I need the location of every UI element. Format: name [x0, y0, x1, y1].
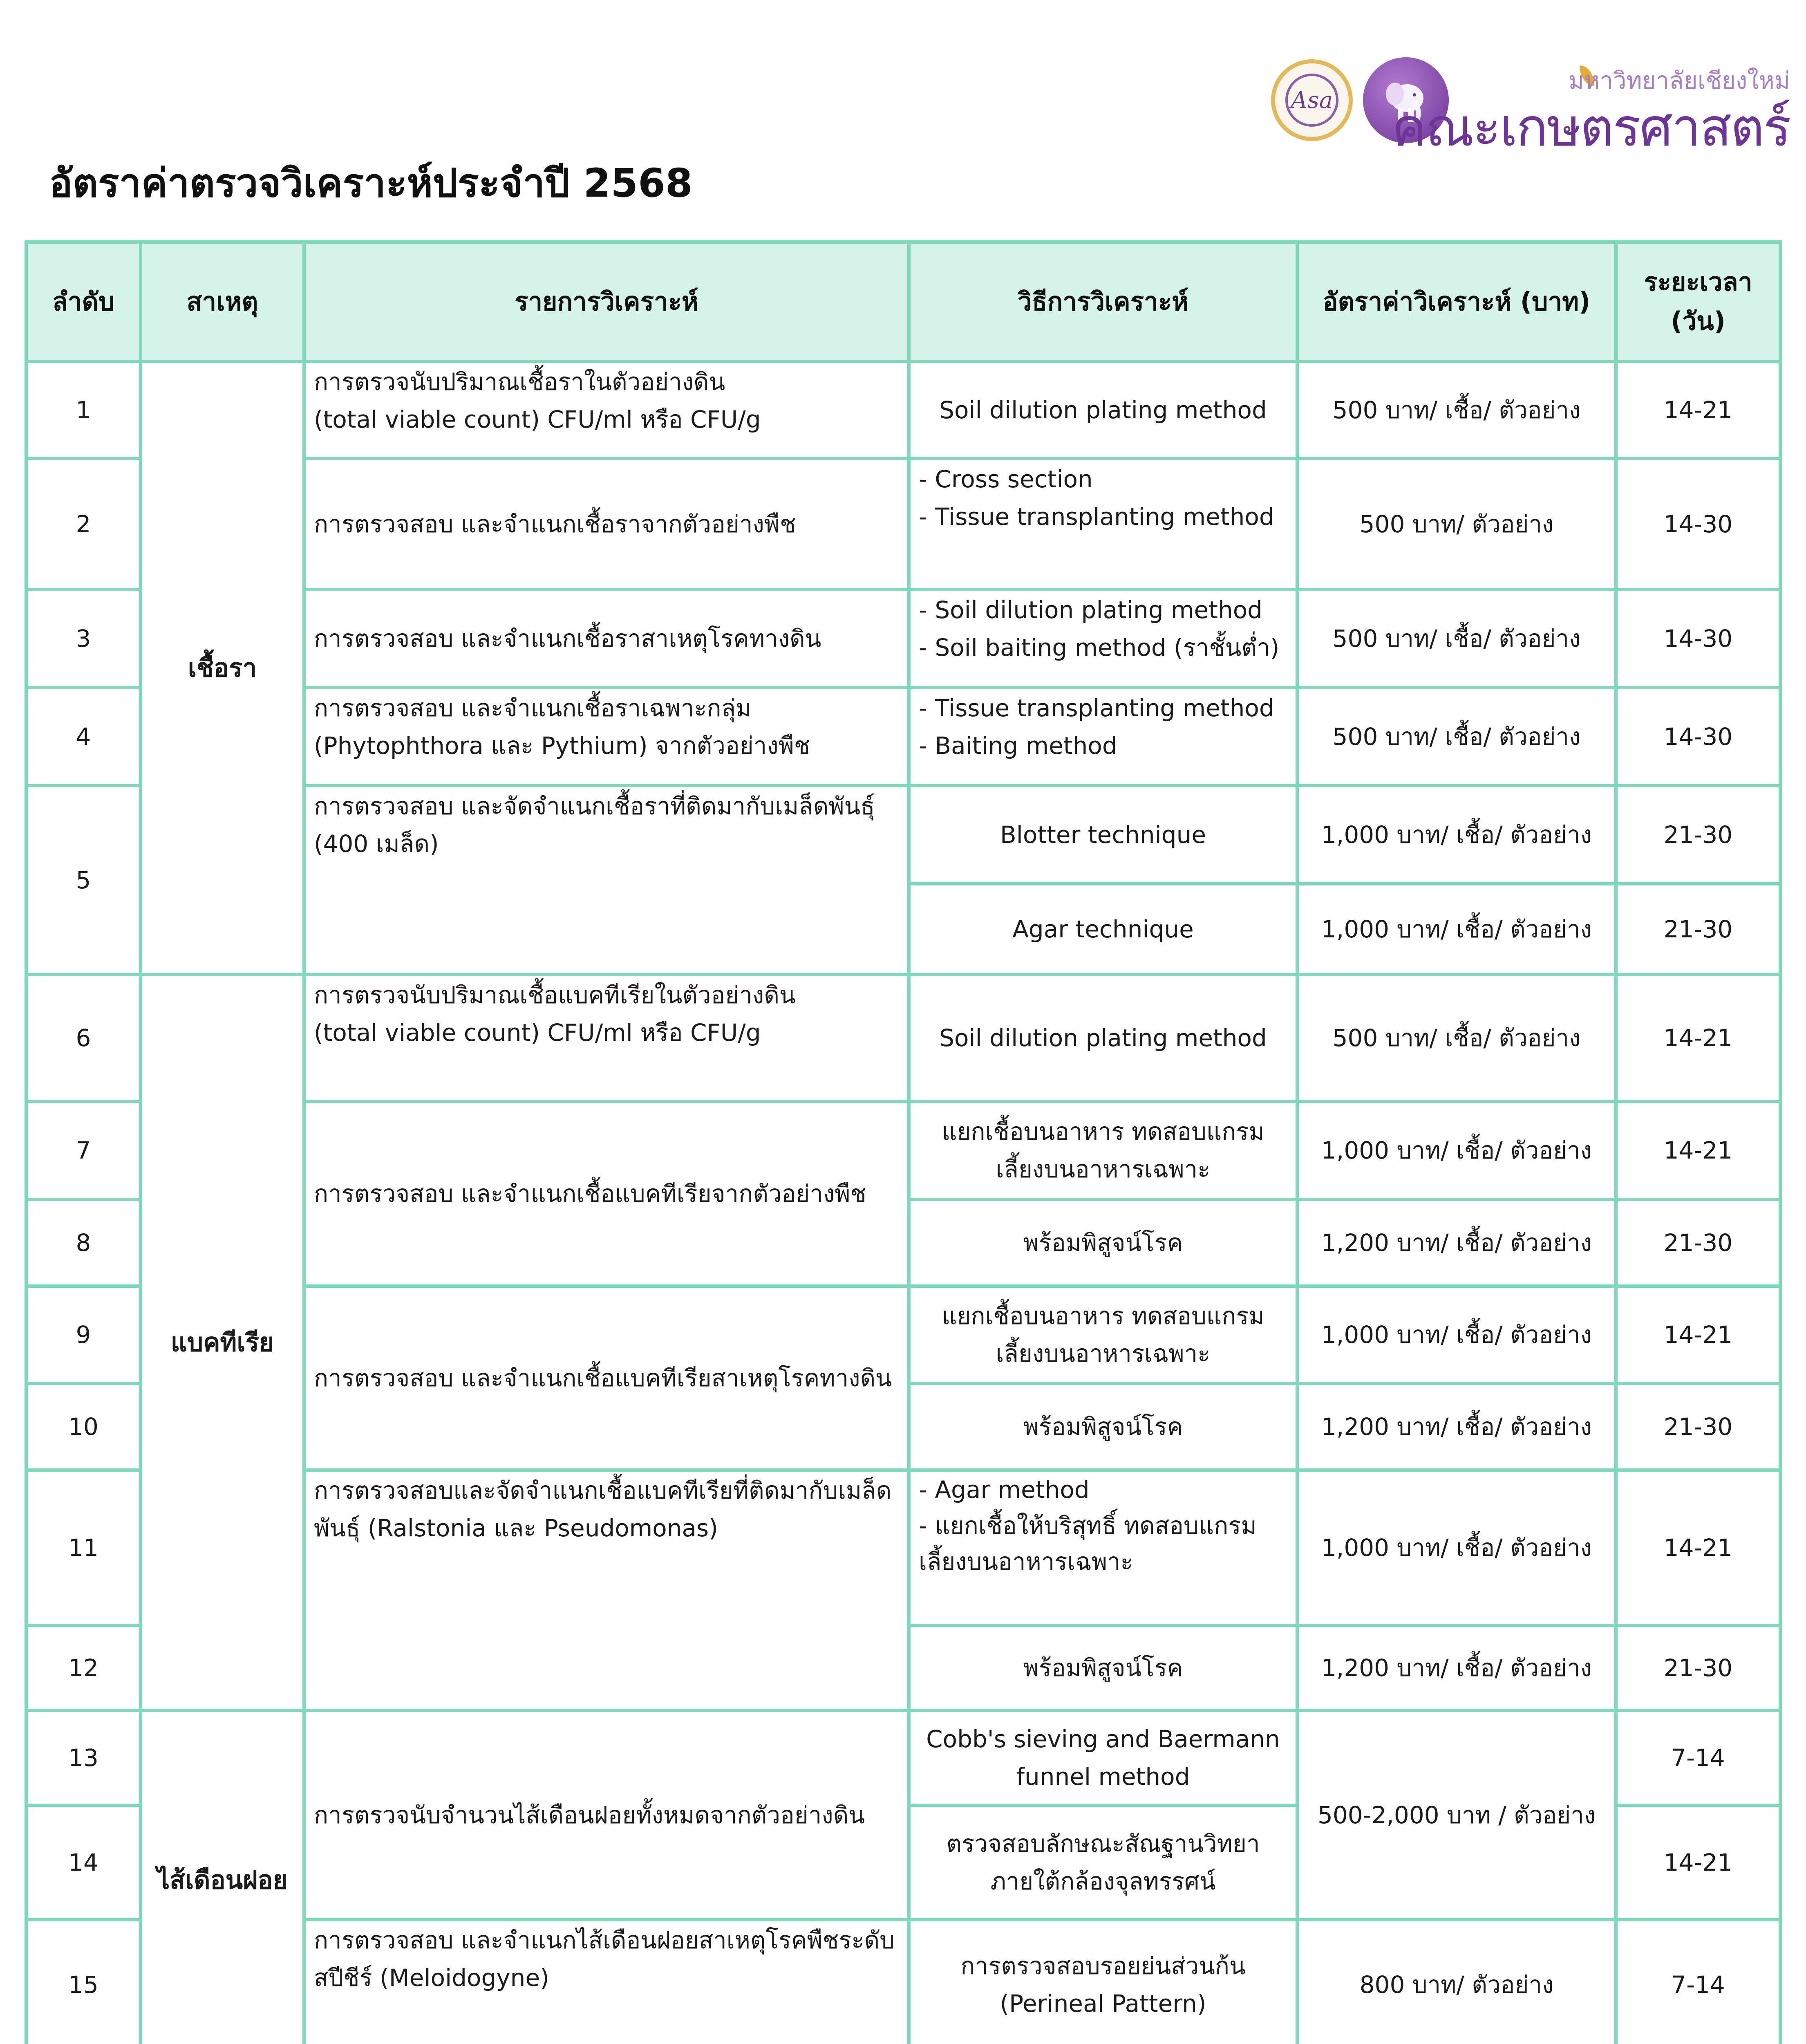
row-days: 14-21 [1614, 360, 1782, 460]
row-rate: 1,000 บาท/ เชื้อ/ ตัวอย่าง [1296, 1100, 1618, 1201]
row-method-line: - Cross section [919, 465, 1093, 493]
row-item [302, 1918, 911, 2044]
row-method [907, 1284, 1299, 1385]
row-item-line: (Phytophthora และ Pythium) จากตัวอย่างพืช [314, 732, 810, 760]
row-no: 6 [25, 973, 142, 1103]
row-rate: 1,200 บาท/ เชื้อ/ ตัวอย่าง [1296, 1624, 1618, 1712]
row-days: 14-21 [1614, 1284, 1782, 1385]
row-item: การตรวจสอบ และจำแนกเชื้อแบคทีเรียจากตัวอย่างพืช [302, 1100, 911, 1288]
row-item-line: การตรวจสอบและจัดจำแนกเชื้อแบคทีเรียที่ติดมากับเมล็ด [314, 1477, 892, 1504]
row-method-line: - Tissue transplanting method [919, 694, 1274, 722]
row-method-line: - Baiting method [919, 732, 1117, 760]
row-method: พร้อมพิสูจน์โรค [907, 1382, 1299, 1472]
row-rate: 1,000 บาท/ เชื้อ/ ตัวอย่าง [1296, 1284, 1618, 1385]
header-duration [1614, 240, 1782, 363]
row-no: 7 [25, 1100, 142, 1201]
row-method [907, 588, 1299, 689]
row-method: Soil dilution plating method [907, 973, 1299, 1103]
cause-bacteria: แบคทีเรีย [139, 973, 306, 1712]
row-no: 8 [25, 1198, 142, 1288]
header-duration-line1: ระยะเวลา [1644, 267, 1752, 297]
row-rate: 500 บาท/ เชื้อ/ ตัวอย่าง [1296, 686, 1618, 787]
row-days: 21-30 [1614, 784, 1782, 885]
cause-nematode: ไส้เดือนฝอย [139, 1709, 306, 2044]
row-method-line: แยกเชื้อบนอาหาร ทดสอบแกรม [942, 1302, 1264, 1330]
row-method-line: Cobb's sieving and Baermann [926, 1725, 1280, 1753]
asa-logo [1271, 59, 1353, 141]
row-item-line: (total viable count) CFU/ml หรือ CFU/g [314, 1019, 761, 1047]
row-item [302, 686, 911, 787]
row-method-line: เลี้ยงบนอาหารเฉพาะ [996, 1155, 1211, 1183]
row-no: 9 [25, 1284, 142, 1385]
header-logos [1271, 53, 1790, 158]
row-method-line: เลี้ยงบนอาหารเฉพาะ [996, 1340, 1211, 1367]
row-no: 1 [25, 360, 142, 460]
row-days: 14-21 [1614, 1468, 1782, 1627]
row-rate: 1,000 บาท/ เชื้อ/ ตัวอย่าง [1296, 882, 1618, 976]
row-no: 3 [25, 588, 142, 689]
page-title: อัตราค่าตรวจวิเคราะห์ประจำปี 2568 [49, 160, 693, 206]
row-days: 21-30 [1614, 1382, 1782, 1472]
row-method: พร้อมพิสูจน์โรค [907, 1198, 1299, 1288]
header-rate: อัตราค่าวิเคราะห์ (บาท) [1296, 240, 1618, 363]
row-method: Agar technique [907, 882, 1299, 976]
row-no: 10 [25, 1382, 142, 1472]
row-method-line: - แยกเชื้อให้บริสุทธิ์ ทดสอบแกรม [919, 1512, 1257, 1540]
row-rate: 500 บาท/ เชื้อ/ ตัวอย่าง [1296, 360, 1618, 460]
row-method [907, 457, 1299, 591]
row-method [907, 1709, 1299, 1807]
row-rate: 1,000 บาท/ เชื้อ/ ตัวอย่าง [1296, 1468, 1618, 1627]
row-item [302, 1468, 911, 1712]
row-method [907, 1468, 1299, 1627]
row-days: 14-30 [1614, 457, 1782, 591]
row-item-line: การตรวจสอบ และจัดจำแนกเชื้อราที่ติดมากับเมล็ดพันธุ์ [314, 792, 875, 820]
row-rate: 800 บาท/ ตัวอย่าง [1296, 1918, 1618, 2044]
row-method: Blotter technique [907, 784, 1299, 885]
university-name: มหาวิทยาลัยเชียงใหม่ [1568, 67, 1790, 94]
row-method-line: ภายใต้กล้องจุลทรรศน์ [990, 1867, 1216, 1895]
row-method-line: (Perineal Pattern) [1000, 1990, 1206, 2017]
row-method [907, 1918, 1299, 2044]
row-method [907, 1804, 1299, 1921]
row-no: 2 [25, 457, 142, 591]
row-item: การตรวจนับจำนวนไส้เดือนฝอยทั้งหมดจากตัวอย่างดิน [302, 1709, 911, 1921]
row-rate: 500 บาท/ ตัวอย่าง [1296, 457, 1618, 591]
header-item: รายการวิเคราะห์ [302, 240, 911, 363]
row-item [302, 784, 911, 976]
row-rate: 500 บาท/ เชื้อ/ ตัวอย่าง [1296, 588, 1618, 689]
row-method-line: funnel method [1016, 1763, 1190, 1791]
row-no: 11 [25, 1468, 142, 1627]
faculty-wordmark [1392, 53, 1790, 158]
header-duration-line2: (วัน) [1671, 306, 1725, 336]
row-rate: 500 บาท/ เชื้อ/ ตัวอย่าง [1296, 973, 1618, 1103]
cause-fungi: เชื้อรา [139, 360, 306, 976]
row-method [907, 1100, 1299, 1201]
row-rate: 500-2,000 บาท / ตัวอย่าง [1296, 1709, 1618, 1921]
row-item-line: (total viable count) CFU/ml หรือ CFU/g [314, 406, 761, 433]
row-item-line: พันธุ์ (Ralstonia และ Pseudomonas) [314, 1514, 718, 1542]
row-days: 7-14 [1614, 1918, 1782, 2044]
asa-logo-text: Asa [1285, 74, 1338, 127]
header-method: วิธีการวิเคราะห์ [907, 240, 1299, 363]
row-rate: 1,200 บาท/ เชื้อ/ ตัวอย่าง [1296, 1382, 1618, 1472]
row-days: 14-21 [1614, 1804, 1782, 1921]
row-no: 13 [25, 1709, 142, 1807]
row-days: 14-30 [1614, 686, 1782, 787]
row-item-line: สปีชีร์ (Meloidogyne) [314, 1964, 549, 1992]
row-item-line: การตรวจนับปริมาณเชื้อราในตัวอย่างดิน [314, 368, 725, 396]
row-method: Soil dilution plating method [907, 360, 1299, 460]
row-days: 14-21 [1614, 1100, 1782, 1201]
row-item-line: การตรวจสอบ และจำแนกเชื้อราเฉพาะกลุ่ม [314, 694, 752, 722]
row-item-line: การตรวจสอบ และจำแนกไส้เดือนฝอยสาเหตุโรคพืชระดับ [314, 1926, 895, 1954]
row-item: การตรวจสอบ และจำแนกเชื้อราสาเหตุโรคทางดิน [302, 588, 911, 689]
row-method-line: ตรวจสอบลักษณะสัณฐานวิทยา [946, 1830, 1260, 1858]
row-no: 4 [25, 686, 142, 787]
row-no: 15 [25, 1918, 142, 2044]
row-method-line: - Soil baiting method (ราชั้นต่ำ) [919, 634, 1280, 661]
row-rate: 1,000 บาท/ เชื้อ/ ตัวอย่าง [1296, 784, 1618, 885]
row-no: 14 [25, 1804, 142, 1921]
row-days: 21-30 [1614, 1198, 1782, 1288]
row-method: พร้อมพิสูจน์โรค [907, 1624, 1299, 1712]
row-item [302, 973, 911, 1103]
faculty-name: คณะเกษตรศาสตร์ [1392, 97, 1790, 158]
row-item-line: (400 เมล็ด) [314, 830, 439, 858]
row-days: 14-21 [1614, 973, 1782, 1103]
row-method-line: - Tissue transplanting method [919, 503, 1274, 531]
row-days: 7-14 [1614, 1709, 1782, 1807]
row-item: การตรวจสอบ และจำแนกเชื้อราจากตัวอย่างพืช [302, 457, 911, 591]
row-method-line: - Agar method [919, 1476, 1090, 1504]
row-item: การตรวจสอบ และจำแนกเชื้อแบคทีเรียสาเหตุโรคทางดิน [302, 1284, 911, 1472]
row-days: 21-30 [1614, 882, 1782, 976]
row-method-line: แยกเชื้อบนอาหาร ทดสอบแกรม [942, 1118, 1264, 1145]
row-rate: 1,200 บาท/ เชื้อ/ ตัวอย่าง [1296, 1198, 1618, 1288]
row-no: 5 [25, 784, 142, 976]
row-days: 21-30 [1614, 1624, 1782, 1712]
rate-table [25, 240, 1782, 2044]
header-no: ลำดับ [25, 240, 142, 363]
header-cause: สาเหตุ [139, 240, 306, 363]
row-item-line: การตรวจนับปริมาณเชื้อแบคทีเรียในตัวอย่างดิน [314, 981, 796, 1009]
row-item [302, 360, 911, 460]
row-days: 14-30 [1614, 588, 1782, 689]
row-method-line: - Soil dilution plating method [919, 596, 1262, 624]
row-method-line: การตรวจสอบรอยย่นส่วนก้น [960, 1952, 1246, 1980]
row-method-line: เลี้ยงบนอาหารเฉพาะ [919, 1548, 1133, 1576]
row-method [907, 686, 1299, 787]
row-no: 12 [25, 1624, 142, 1712]
